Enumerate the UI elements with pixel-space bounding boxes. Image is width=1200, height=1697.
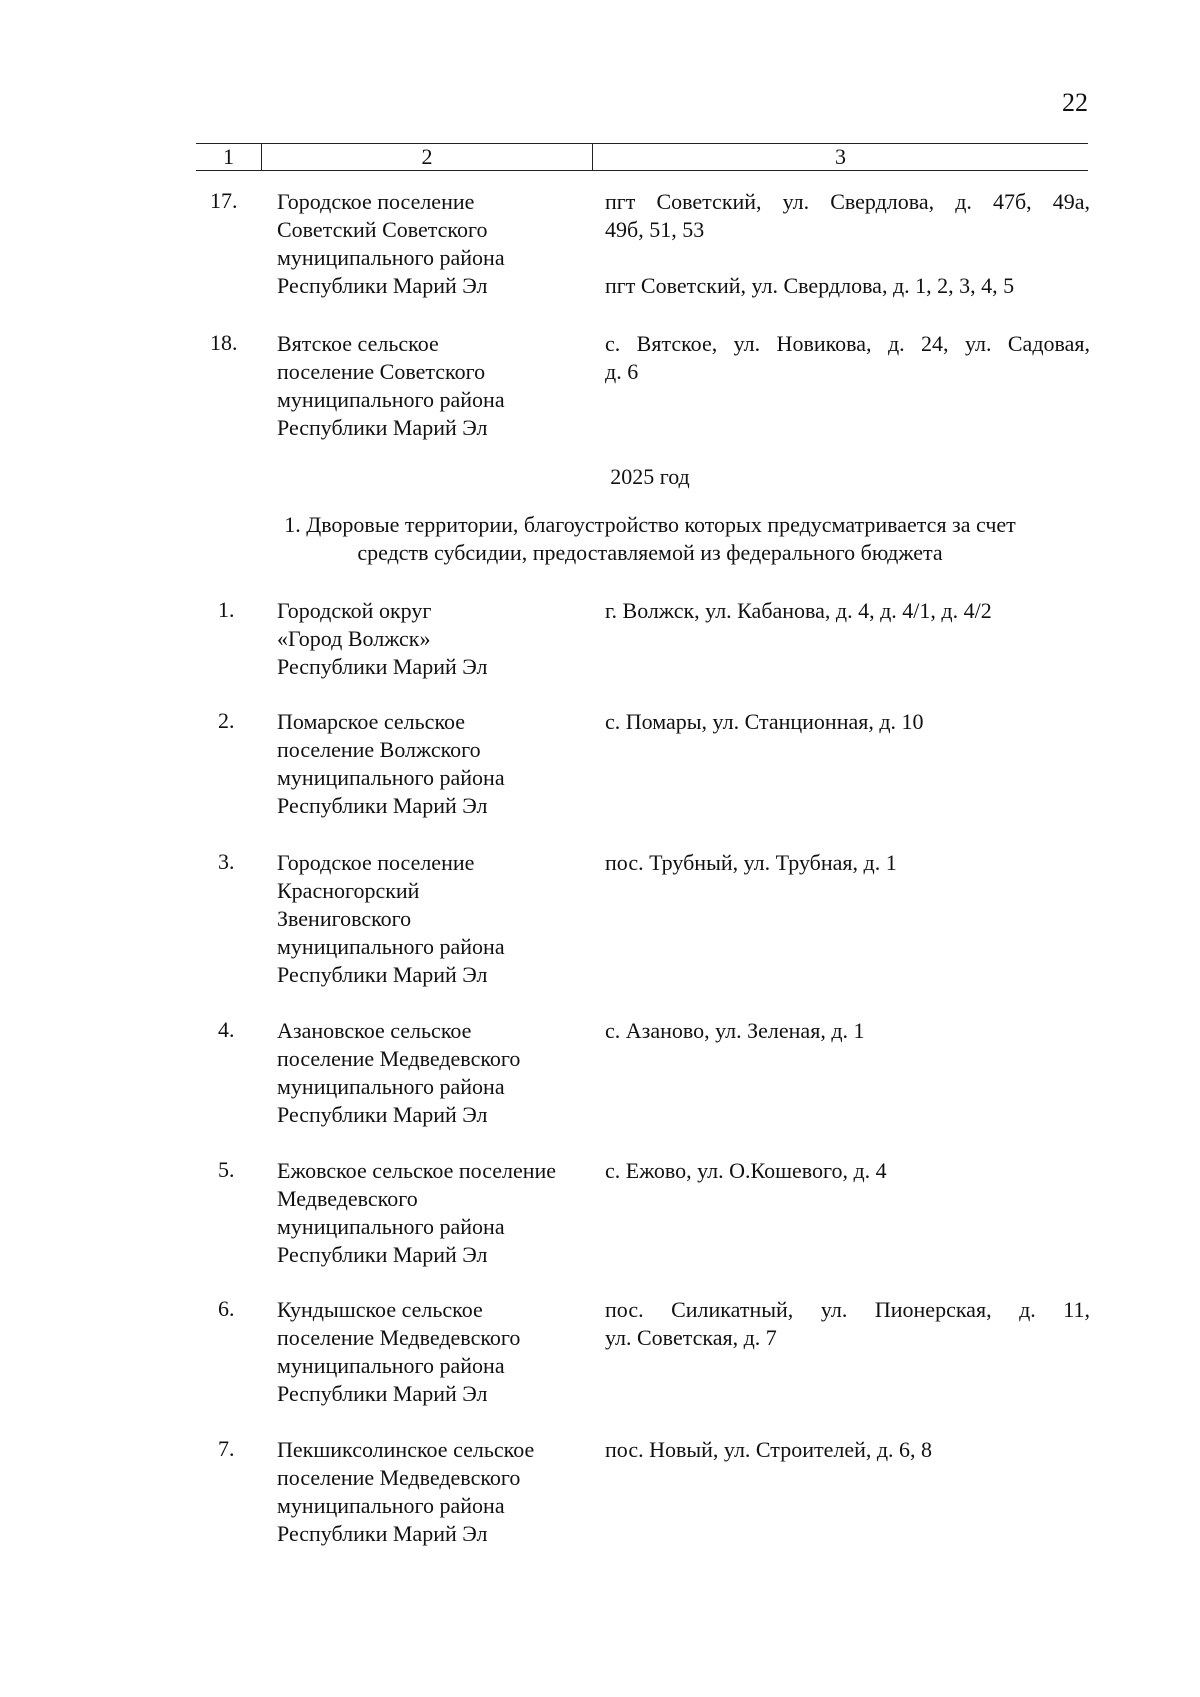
address: пос. Силикатный, ул. Пионерская, д. 11, ул. Советская, д. 7 [605,1297,1090,1350]
municipality-name: Пекшиксолинское сельское поселение Медведевского муниципального района Республики Марий Эл [277,1437,535,1546]
row-number: 17. [210,188,238,213]
row-number: 18. [210,330,238,355]
municipality-name: Городское поселение Красногорский Звениговского муниципального района Республики Марий Эл [277,850,505,987]
address: г. Волжск, ул. Кабанова, д. 4, д. 4/1, д. 4/2 [605,598,992,623]
address: с. Азаново, ул. Зеленая, д. 1 [605,1018,865,1043]
row-number: 5. [218,1157,235,1182]
year-title: 2025 год [610,464,690,489]
header-col-3: 3 [593,144,1089,171]
row-number: 2. [218,708,235,733]
address: пгт Советский, ул. Свердлова, д. 47б, 49а, 49б, 51, 53 пгт Советский, ул. Свердлова, д. 1, 2, 3, 4, 5 [605,189,1090,298]
row-number: 3. [218,849,235,874]
municipality-name: Городской округ «Город Волжск» Республики Марий Эл [277,598,488,679]
address: с. Вятское, ул. Новикова, д. 24, ул. Садовая, д. 6 [605,331,1090,384]
municipality-name: Азановское сельское поселение Медведевского муниципального района Республики Марий Эл [277,1018,521,1127]
address: пос. Новый, ул. Строителей, д. 6, 8 [605,1437,933,1462]
header-col-2: 2 [262,144,593,171]
row-number: 7. [218,1436,235,1461]
header-col-1: 1 [196,144,262,171]
municipality-name: Ежовское сельское поселение Медведевского муниципального района Республики Марий Эл [277,1158,557,1267]
municipality-name: Кундышское сельское поселение Медведевского муниципального района Республики Марий Эл [277,1297,521,1406]
row-number: 6. [218,1296,235,1321]
row-number: 1. [218,597,235,622]
municipality-name: Городское поселение Советский Советского муниципального района Республики Марий Эл [277,189,505,298]
row-number: 4. [218,1017,235,1042]
municipality-name: Вятское сельское поселение Советского муниципального района Республики Марий Эл [277,331,505,440]
municipality-name: Помарское сельское поселение Волжского муниципального района Республики Марий Эл [277,709,505,818]
section-heading: 1. Дворовые территории, благоустройство которых предусматривается за счет средств субсидии, предоставляемой из федерального бюджета [284,512,1016,565]
table-header [196,143,1088,171]
page-number: 22 [1062,88,1088,117]
address: с. Ежово, ул. О.Кошевого, д. 4 [605,1158,887,1183]
address: пос. Трубный, ул. Трубная, д. 1 [605,850,897,875]
address: с. Помары, ул. Станционная, д. 10 [605,709,924,734]
